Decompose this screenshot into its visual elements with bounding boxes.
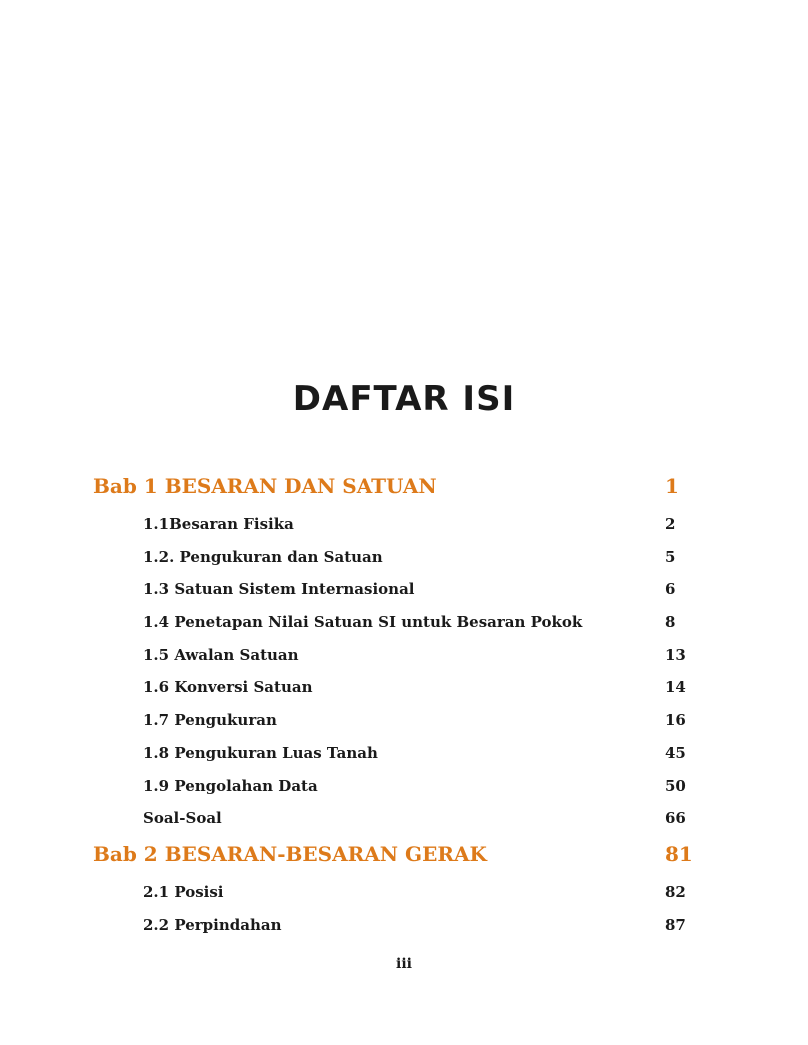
toc-entry-page: 6 [665, 580, 676, 599]
toc-entry-page: 8 [665, 613, 676, 632]
toc-entry-page: 82 [665, 882, 686, 901]
toc-entry-label: Bab 1 BESARAN DAN SATUAN [93, 474, 437, 498]
toc-entry[interactable] [93, 515, 733, 548]
toc-entry-label: 1.2. Pengukuran dan Satuan [143, 547, 383, 566]
toc-entry[interactable] [93, 613, 733, 646]
toc-entry[interactable] [93, 744, 733, 777]
toc-entry-page: 13 [665, 645, 686, 664]
toc-entry-page: 81 [665, 841, 693, 866]
toc-entry[interactable] [93, 580, 733, 613]
toc-entry-page: 5 [665, 547, 676, 566]
toc-entry[interactable] [93, 646, 733, 679]
toc-entry-page: 45 [665, 743, 686, 762]
toc-entry[interactable] [93, 883, 733, 916]
page-title: DAFTAR ISI [292, 379, 516, 419]
toc-entry-label: 1.4 Penetapan Nilai Satuan SI untuk Besaran Pokok [143, 613, 583, 632]
toc-entry-label: 1.3 Satuan Sistem Internasional [143, 580, 415, 599]
toc-entry[interactable] [93, 548, 733, 581]
toc-entry-label: 2.2 Perpindahan [143, 915, 282, 934]
toc-entry-label: 1.5 Awalan Satuan [143, 645, 299, 664]
toc-entry-page: 2 [665, 515, 676, 533]
toc-entry-page: 14 [665, 678, 686, 697]
toc-entry[interactable] [93, 916, 733, 949]
toc-entry-page: 1 [665, 474, 679, 498]
toc-entry-label: 1.9 Pengolahan Data [143, 776, 318, 795]
toc-entry-page: 87 [665, 915, 686, 934]
toc-entry[interactable] [93, 842, 733, 883]
toc-entry-label: 1.1Besaran Fisika [143, 515, 294, 533]
toc-entry[interactable] [93, 777, 733, 810]
toc-entry[interactable] [93, 474, 733, 515]
toc-entry-label: 1.6 Konversi Satuan [143, 678, 313, 697]
toc-entry-page: 16 [665, 711, 686, 730]
toc-entry[interactable] [93, 711, 733, 744]
toc-entry[interactable] [93, 809, 733, 842]
toc-entry-label: Bab 2 BESARAN-BESARAN GERAK [93, 841, 487, 866]
toc-entry-label: Soal-Soal [143, 809, 222, 828]
footer-page-number: iii [396, 956, 412, 972]
toc-entry-label: 2.1 Posisi [143, 882, 224, 901]
toc-entry-label: 1.7 Pengukuran [143, 711, 277, 730]
toc-entry-page: 50 [665, 776, 686, 795]
toc-entry[interactable] [93, 678, 733, 711]
table-of-contents [93, 474, 733, 948]
toc-entry-label: 1.8 Pengukuran Luas Tanah [143, 743, 378, 762]
toc-entry-page: 66 [665, 809, 686, 828]
